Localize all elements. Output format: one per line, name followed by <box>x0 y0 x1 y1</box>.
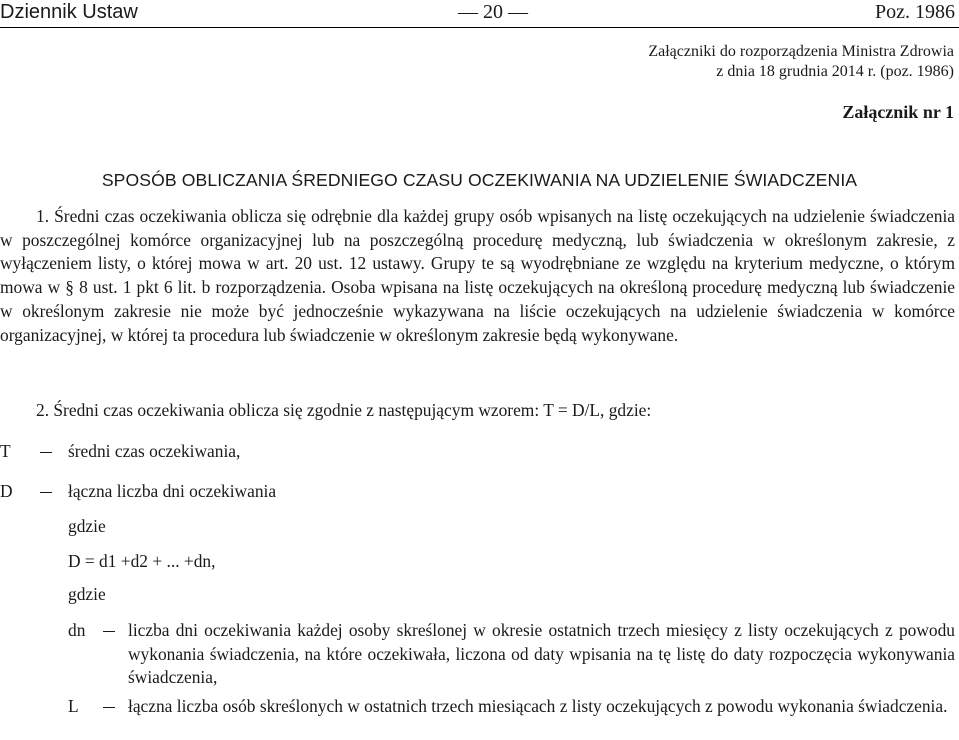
dash <box>40 452 52 453</box>
document-title: SPOSÓB OBLICZANIA ŚREDNIEGO CZASU OCZEKIWANIA NA UDZIELENIE ŚWIADCZENIA <box>101 170 858 190</box>
dash <box>103 707 115 708</box>
definition-d <box>0 480 600 504</box>
position-number: Poz. 1986 <box>875 1 955 23</box>
annex-reference-line2: z dnia 18 grudnia 2014 r. (poz. 1986) <box>716 63 954 80</box>
definition-description: średni czas oczekiwania, <box>68 441 241 461</box>
definition-t <box>0 440 600 464</box>
definition-description: liczba dni oczekiwania każdej osoby skreślonej w okresie ostatnich trzech miesięcy z listy oczekujących z powodu wykonania świadczenia, na które oczekiwała, liczona od daty wpisania na tę listę do daty rozpoczęcia wykonywania świadczenia, <box>128 620 955 688</box>
dash <box>40 492 52 493</box>
where-label: gdzie <box>68 584 106 604</box>
dash <box>103 631 115 632</box>
definition-description: łączna liczba dni oczekiwania <box>68 481 277 501</box>
page-number: — 20 — <box>458 1 528 23</box>
definition-term: dn <box>68 620 86 640</box>
formula: D = d1 +d2 + ... +dn, <box>68 551 216 571</box>
definition-term: D <box>0 481 13 501</box>
where-label: gdzie <box>68 516 106 536</box>
definition-term: T <box>0 441 11 461</box>
annex-reference <box>648 42 954 82</box>
paragraph-1: 1. Średni czas oczekiwania oblicza się odrębnie dla każdej grupy osób wpisanych na listę oczekujących na udzielenie świadczenia w poszczególnej komórce organizacyjnej lub na poszczególną procedurę medyczną, lub świadczenia w określonym zakresie, z wyłączeniem listy, o której mowa w art. 20 ust. 12 ustawy. Grupy te są wyodrębniane ze względu na kryterium medyczne, o którym mowa w § 8 ust. 1 pkt 6 lit. b rozporządzenia. Osoba wpisana na listę oczekujących na określoną procedurę medyczną lub świadczenie w określonym zakresie nie może być jednocześnie wykazywana na liście oczekujących na udzielenie świadczenia w komórce organizacyjnej, w której ta procedura lub świadczenie w określonym zakresie będą wykonywane. <box>0 206 955 345</box>
annex-reference-line1: Załączniki do rozporządzenia Ministra Zdrowia <box>648 43 954 60</box>
definition-description: łączna liczba osób skreślonych w ostatnich trzech miesiącach z listy oczekujących z powodu wykonania świadczenia. <box>128 696 948 716</box>
publication-name: Dziennik Ustaw <box>0 1 138 23</box>
paragraph-2: 2. Średni czas oczekiwania oblicza się zgodnie z następującym wzorem: T = D/L, gdzie: <box>36 400 652 420</box>
annex-number: Załącznik nr 1 <box>842 102 954 122</box>
definition-term: L <box>68 696 79 716</box>
page-header <box>0 0 959 28</box>
